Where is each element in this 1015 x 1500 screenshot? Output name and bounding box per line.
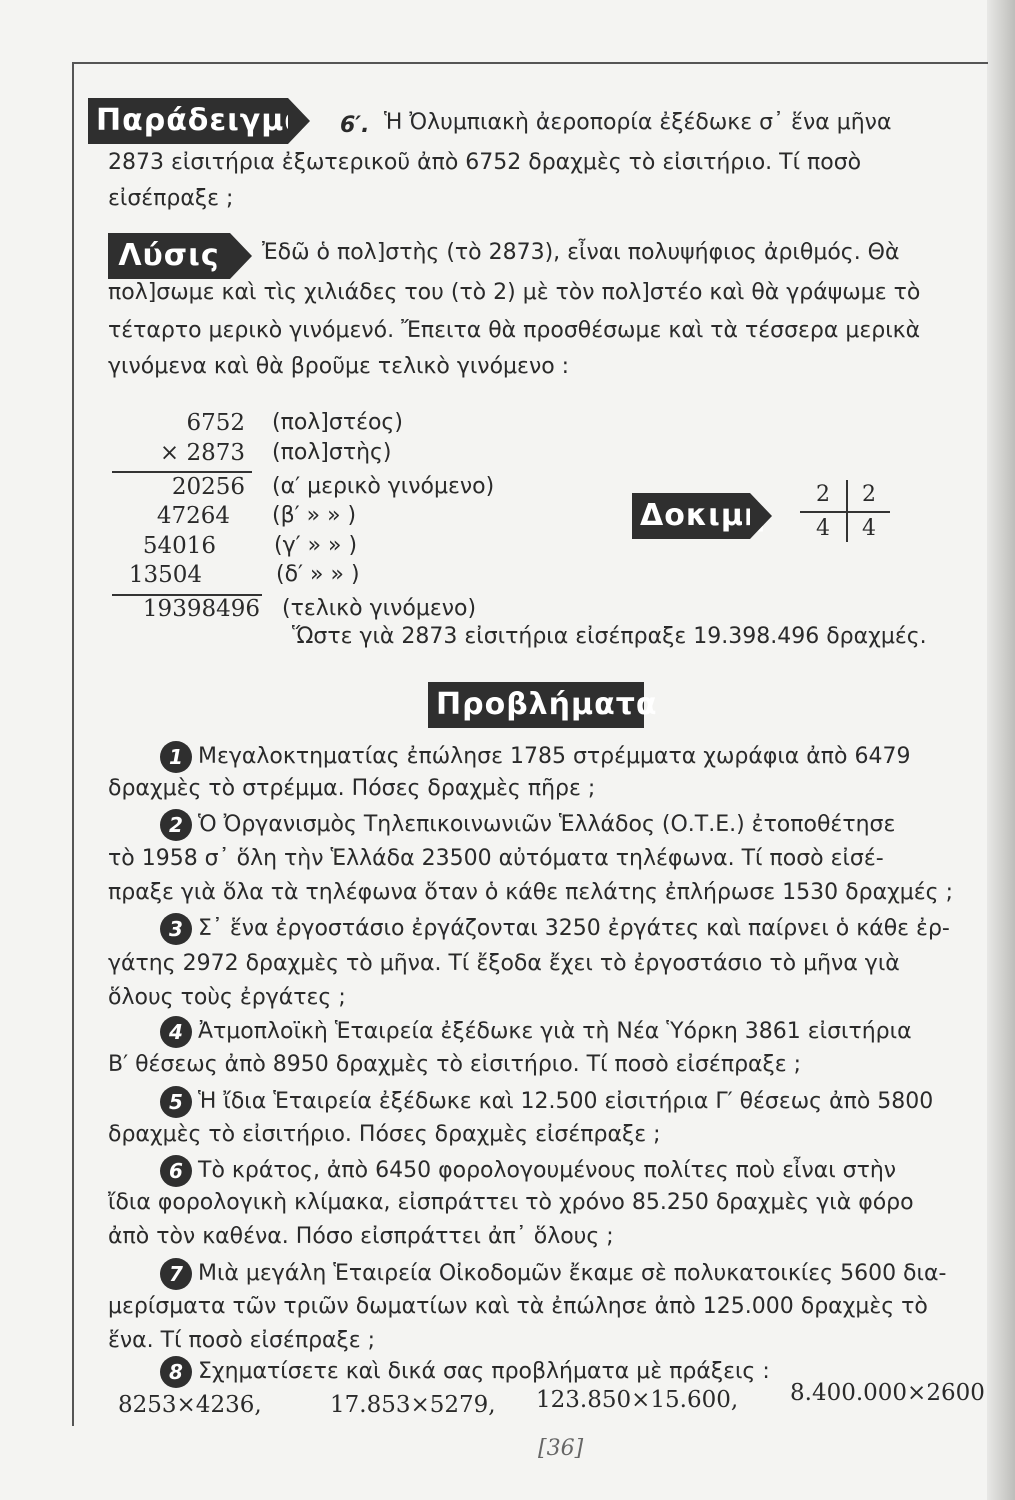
problem-5-line-1: 5 Ἡ ἴδια Ἑταιρεία ἐξέδωκε καὶ 12.500 εἰσιτήρια Γ′ θέσεως ἀπὸ 5800 [160, 1086, 933, 1118]
calc-value: 6752 [186, 410, 245, 436]
problem-5-line-2: δραχμὲς τὸ εἰσιτήριο. Πόσες δραχμὲς εἰσέπραξε ; [108, 1122, 661, 1147]
check-vline [846, 480, 848, 542]
check-hline [800, 511, 890, 513]
problem-4-line-1: 4 Ἀτμοπλοϊκὴ Ἑταιρεία ἐξέδωκε γιὰ τὴ Νέα Ὑόρκη 3861 εἰσιτήρια [160, 1016, 912, 1048]
operation: 8253×4236, [118, 1392, 262, 1418]
calc-value: × 2873 [159, 440, 245, 466]
solution-line-1: Ἐδῶ ὁ πολ]στὴς (τὸ 2873), εἶναι πολυψήφιος ἀριθμός. Θὰ [262, 240, 900, 265]
solution-tag: Λύσις [108, 233, 230, 279]
operation: 17.853×5279, [330, 1392, 496, 1418]
check-tag: Δοκιμή [632, 493, 750, 539]
problem-3-line-3: ὅλους τοὺς ἐργάτες ; [108, 985, 346, 1010]
calc-result-label: (τελικὸ γινόμενο) [282, 596, 477, 621]
calc-value: 54016 [142, 533, 216, 559]
problem-number-badge: 7 [160, 1258, 192, 1290]
page-edge [987, 0, 1015, 1500]
calc-label: (δ′ » » ) [276, 562, 360, 587]
example-marker: 6′. [340, 113, 370, 138]
problem-1-line-2: δραχμὲς τὸ στρέμμα. Πόσες δραχμὲς πῆρε ; [108, 776, 596, 801]
solution-line-2: πολ]σωμε καὶ τὶς χιλιάδες του (τὸ 2) μὲ τὸν πολ]στέο καὶ θὰ γράψωμε τὸ [108, 280, 921, 305]
problem-7-line-3: ἕνα. Τί ποσὸ εἰσέπραξε ; [108, 1328, 376, 1353]
solution-line-3: τέταρτο μερικὸ γινόμενό. Ἔπειτα θὰ προσθέσωμε καὶ τὰ τέσσερα μερικὰ [108, 318, 921, 343]
calc-conclusion: Ὥστε γιὰ 2873 εἰσιτήρια εἰσέπραξε 19.398.496 δραχμές. [292, 624, 927, 649]
problem-1-line-1: 1 Μεγαλοκτηματίας ἐπώλησε 1785 στρέμματα χωράφια ἀπὸ 6479 [160, 741, 910, 773]
problem-number-badge: 8 [160, 1356, 192, 1388]
operation: 123.850×15.600, [536, 1387, 739, 1413]
calc-value: 13504 [128, 562, 202, 588]
problem-number-badge: 5 [160, 1086, 192, 1118]
problem-2-line-3: πραξε γιὰ ὅλα τὰ τηλέφωνα ὅταν ὁ κάθε πελάτης ἐπλήρωσε 1530 δραχμές ; [108, 880, 954, 905]
problem-2-line-1: 2 Ὁ Ὀργανισμὸς Τηλεπικοινωνιῶν Ἑλλάδος (Ο.Τ.Ε.) ἐτοποθέτησε [160, 809, 895, 841]
example-line-2: 2873 εἰσιτήρια ἐξωτερικοῦ ἀπὸ 6752 δραχμὲς τὸ εἰσιτήριο. Τί ποσὸ [108, 150, 862, 175]
check-right-top: 2 [862, 482, 876, 507]
solution-line-4: γινόμενα καὶ θὰ βροῦμε τελικὸ γινόμενο : [108, 354, 570, 379]
calc-value: 20256 [171, 474, 245, 500]
calc-rule-1 [112, 471, 252, 473]
problem-3-line-1: 3 Σ᾽ ἕνα ἐργοστάσιο ἐργάζονται 3250 ἐργάτες καὶ παίρνει ὁ κάθε ἐρ- [160, 913, 950, 945]
problem-6-line-1: 6 Τὸ κράτος, ἀπὸ 6450 φορολογουμένους πολίτες ποὺ εἶναι στὴν [160, 1155, 896, 1187]
problem-number-badge: 2 [160, 809, 192, 841]
problem-4-line-2: Β′ θέσεως ἀπὸ 8950 δραχμὲς τὸ εἰσιτήριο. Τί ποσὸ εἰσέπραξε ; [108, 1052, 802, 1077]
check-right-bottom: 4 [862, 516, 876, 541]
check-left-bottom: 4 [816, 516, 830, 541]
problem-7-line-2: μερίσματα τῶν τριῶν δωματίων καὶ τὰ ἐπώλησε ἀπὸ 125.000 δραχμὲς τὸ [108, 1294, 928, 1319]
calc-value: 47264 [156, 503, 230, 529]
example-tag: Παράδειγμα [88, 98, 288, 144]
problem-number-badge: 6 [160, 1155, 192, 1187]
problem-6-line-2: ἴδια φορολογικὴ κλίμακα, εἰσπράττει τὸ χρόνο 85.250 δραχμὲς γιὰ φόρο [108, 1190, 914, 1215]
check-left-top: 2 [816, 482, 830, 507]
problems-tag: Προβλήματα [428, 682, 644, 728]
example-line-1: Ἡ Ὀλυμπιακὴ ἀεροπορία ἐξέδωκε σ᾽ ἕνα μῆνα [384, 110, 892, 135]
problem-6-line-3: ἀπὸ τὸν καθένα. Πόσο εἰσπράττει ἀπ᾽ ὅλους ; [108, 1224, 614, 1249]
calc-label: (α′ μερικὸ γινόμενο) [272, 474, 495, 499]
example-line-3: εἰσέπραξε ; [108, 186, 234, 211]
calc-label: (β′ » » ) [272, 503, 357, 528]
problem-7-line-1: 7 Μιὰ μεγάλη Ἑταιρεία Οἰκοδομῶν ἔκαμε σὲ πολυκατοικίες 5600 δια- [160, 1258, 946, 1290]
problem-2-line-2: τὸ 1958 σ᾽ ὅλη τὴν Ἑλλάδα 23500 αὐτόματα τηλέφωνα. Τί ποσὸ εἰσέ- [108, 846, 884, 871]
problem-number-badge: 3 [160, 913, 192, 945]
page-number: [36] [538, 1436, 584, 1461]
calc-label: (πολ]στὴς) [272, 440, 392, 465]
problem-3-line-2: γάτης 2972 δραχμὲς τὸ μῆνα. Τί ἔξοδα ἔχει τὸ ἐργοστάσιο τὸ μῆνα γιὰ [108, 951, 900, 976]
calc-result: 19398496 [142, 596, 260, 622]
operation: 8.400.000×2600 [790, 1380, 985, 1406]
calc-label: (γ′ » » ) [274, 533, 358, 558]
problem-number-badge: 1 [160, 741, 192, 773]
calc-label: (πολ]στέος) [272, 410, 403, 435]
problem-number-badge: 4 [160, 1016, 192, 1048]
problem-8-line-1: 8 Σχηματίσετε καὶ δικά σας προβλήματα μὲ πράξεις : [160, 1356, 770, 1388]
